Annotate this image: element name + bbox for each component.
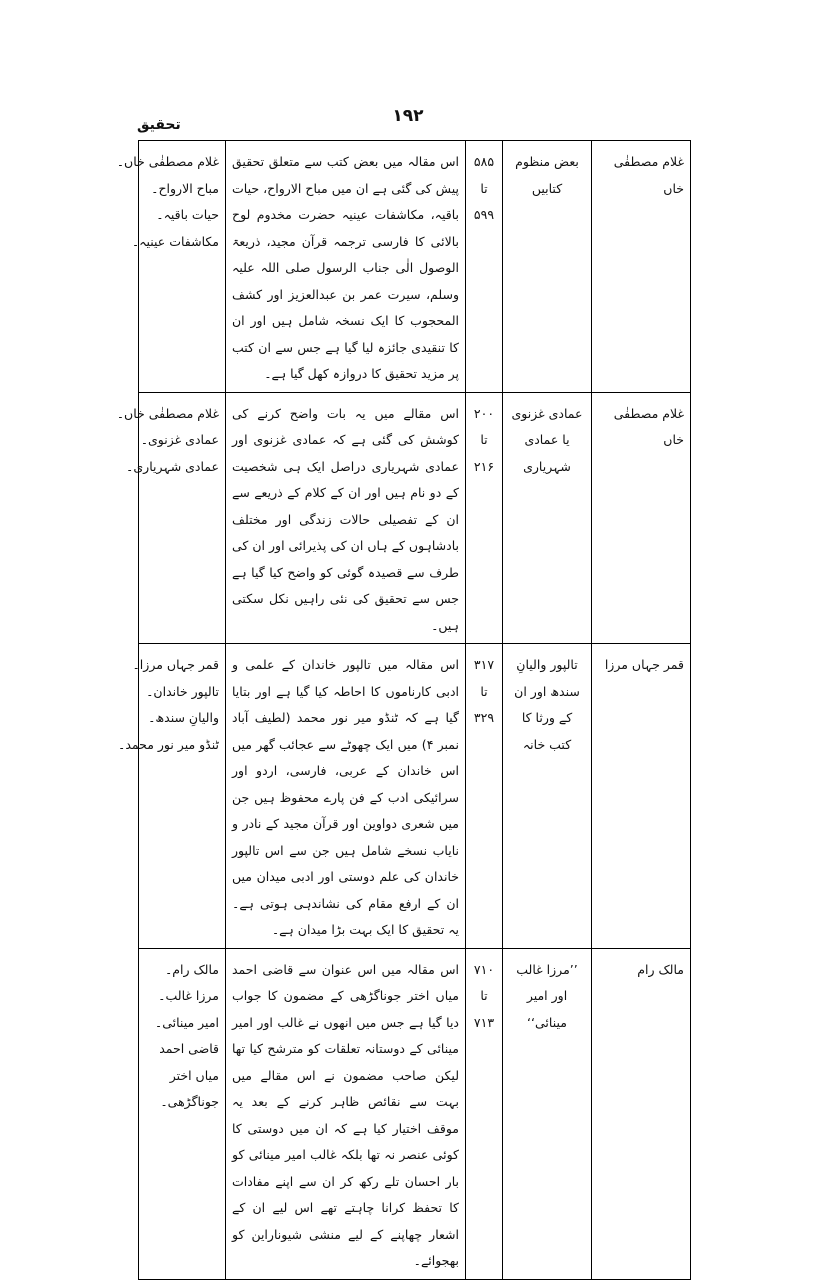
title-cell: تالپور والیانِ سندھ اور ان کے ورثا کا کتب خانہ — [503, 644, 592, 949]
page-to: تا — [480, 988, 488, 1003]
keyword: غلام مصطفٰی خاں۔ — [116, 405, 219, 421]
pages-cell — [466, 392, 503, 644]
keyword: عمادی شہریاری۔ — [126, 458, 219, 474]
pages-cell — [466, 141, 503, 393]
page-to: تا — [480, 432, 488, 447]
keywords-cell — [116, 392, 226, 644]
page-to: تا — [480, 180, 488, 196]
keyword: ٹنڈو میر نور محمد۔ — [118, 736, 219, 752]
summary-cell: اس مقالہ میں تالپور خاندان کے علمی و ادبی کارناموں کا احاطہ کیا گیا ہے اور بتایا گیا ہے کہ ٹنڈو میر نور محمد (لطیف آباد نمبر ۴) میں ایک چھوٹے سے عجائب گھر میں اس خاندان کے عربی، فارسی، اردو اور سرائیکی ادب کے فن پارے محفوظ ہیں جن میں شعری دواوین اور قرآن مجید کے نادر و نایاب نسخے شامل ہیں جن سے اس تالپور خاندان کی علم دوستی اور ادبی میدان میں ان کے ارفع مقام کی نشاندہی ہوتی ہے۔ یہ تحقیق کا ایک بہت بڑا میدان ہے۔ — [226, 644, 466, 949]
page-to: تا — [480, 683, 488, 699]
title-cell: بعض منظوم کتابیں — [503, 141, 592, 393]
page-end: ۳۲۹ — [473, 710, 495, 725]
keyword: تالپور خاندان۔ — [146, 683, 219, 699]
summary-cell: اس مقالہ میں اس عنوان سے قاضی احمد میاں اختر جوناگڑھی کے مضمون کا جواب دیا گیا ہے جس میں انھوں نے غالب اور امیر مینائی کے دوستانہ تعلقات کو مترشح کیا تھا لیکن صاحب مضمون نے اس مقالے میں بہت سے نقائص ظاہر کرنے کے بعد یہ موقف اختیار کیا ہے کہ ان میں دوستی کا کوئی عنصر نہ تھا بلکہ غالب امیر مینائی کو بار احسان تلے رکھ کر ان سے اپنے مفادات کا تحفظ کرانا چاہتے تھے اس لیے ان کے اشعار چھاپنے کے لیے منشی شیوناراین کو بھجوائے۔ — [226, 948, 466, 1279]
bibliography-table — [116, 140, 691, 1280]
keyword: عمادی غزنوی۔ — [140, 432, 219, 447]
author-cell: غلام مصطفٰی خاں — [592, 392, 691, 644]
page-number: ۱۹۲ — [392, 106, 424, 126]
keyword: غلام مصطفٰی خاں۔ — [116, 154, 219, 169]
page-end: ۷۱۳ — [473, 1014, 495, 1030]
table-row — [139, 392, 691, 644]
title-cell: عمادی غزنوی یا عمادی شہریاری — [503, 392, 592, 644]
keyword: امیر مینائی۔ — [154, 1014, 219, 1030]
keywords-cell — [118, 644, 226, 949]
keyword: مالک رام۔ — [164, 961, 219, 977]
table-row — [139, 141, 691, 393]
page-start: ۲۰۰ — [473, 405, 495, 421]
page-start: ۵۸۵ — [473, 154, 495, 169]
keywords-cell — [139, 948, 226, 1279]
table-row — [139, 948, 691, 1279]
author-cell: قمر جہاں مرزا — [592, 644, 691, 949]
summary-cell: اس مقالے میں یہ بات واضح کرنے کی کوشش کی گئی ہے کہ عمادی غزنوی اور عمادی شہریاری دراصل ایک ہی شخصیت کے دو نام ہیں اور ان کے کلام کے ذریعے سے ان کے تفصیلی حالات زندگی اور مختلف بادشاہوں کے ہاں ان کی پذیرائی اور ان کی طرف سے قصیدہ گوئی کو واضح کیا گیا ہے جس سے تحقیق کی نئی راہیں نکل سکتی ہیں۔ — [226, 392, 466, 644]
keyword: والیانِ سندھ۔ — [148, 710, 219, 725]
pages-cell — [466, 948, 503, 1279]
title-cell: ’’مرزا غالب اور امیر مینائی‘‘ — [503, 948, 592, 1279]
page-start: ۳۱۷ — [473, 657, 495, 672]
author-cell: مالک رام — [592, 948, 691, 1279]
summary-cell: اس مقالہ میں بعض کتب سے متعلق تحقیق پیش کی گئی ہے ان میں مباح الارواح، حیات باقیہ، مکاشفات عینیہ حضرت مخدوم لوح بالائی کا فارسی ترجمہ قرآن مجید، ذریعۃ الوصول الٰی جناب الرسول صلی اللہ علیہ وسلم، سیرت عمر بن عبدالعزیز اور کشف المحجوب کا ایک نسخہ شامل ہیں اور ان کا تنقیدی جائزہ لیا گیا ہے جس سے ان کتب پر مزید تحقیق کا دروازہ کھل گیا ہے۔ — [226, 141, 466, 393]
author-cell: غلام مصطفٰی خاں — [592, 141, 691, 393]
table-row — [139, 644, 691, 949]
page-start: ۷۱۰ — [473, 961, 495, 977]
page-end: ۵۹۹ — [473, 207, 495, 222]
pages-cell — [466, 644, 503, 949]
running-head: تحقیق — [137, 117, 181, 133]
keyword: قمر جہاں مرزا۔ — [132, 657, 219, 672]
page-end: ۲۱۶ — [473, 458, 495, 474]
keywords-cell — [116, 141, 226, 393]
keyword: مباح الارواح۔ — [151, 180, 219, 196]
keyword: قاضی احمد میاں اختر جوناگڑھی۔ — [159, 1041, 219, 1109]
keyword: مکاشفات عینیہ۔ — [131, 233, 219, 249]
keyword: حیات باقیہ۔ — [156, 207, 219, 222]
keyword: مرزا غالب۔ — [158, 988, 219, 1003]
